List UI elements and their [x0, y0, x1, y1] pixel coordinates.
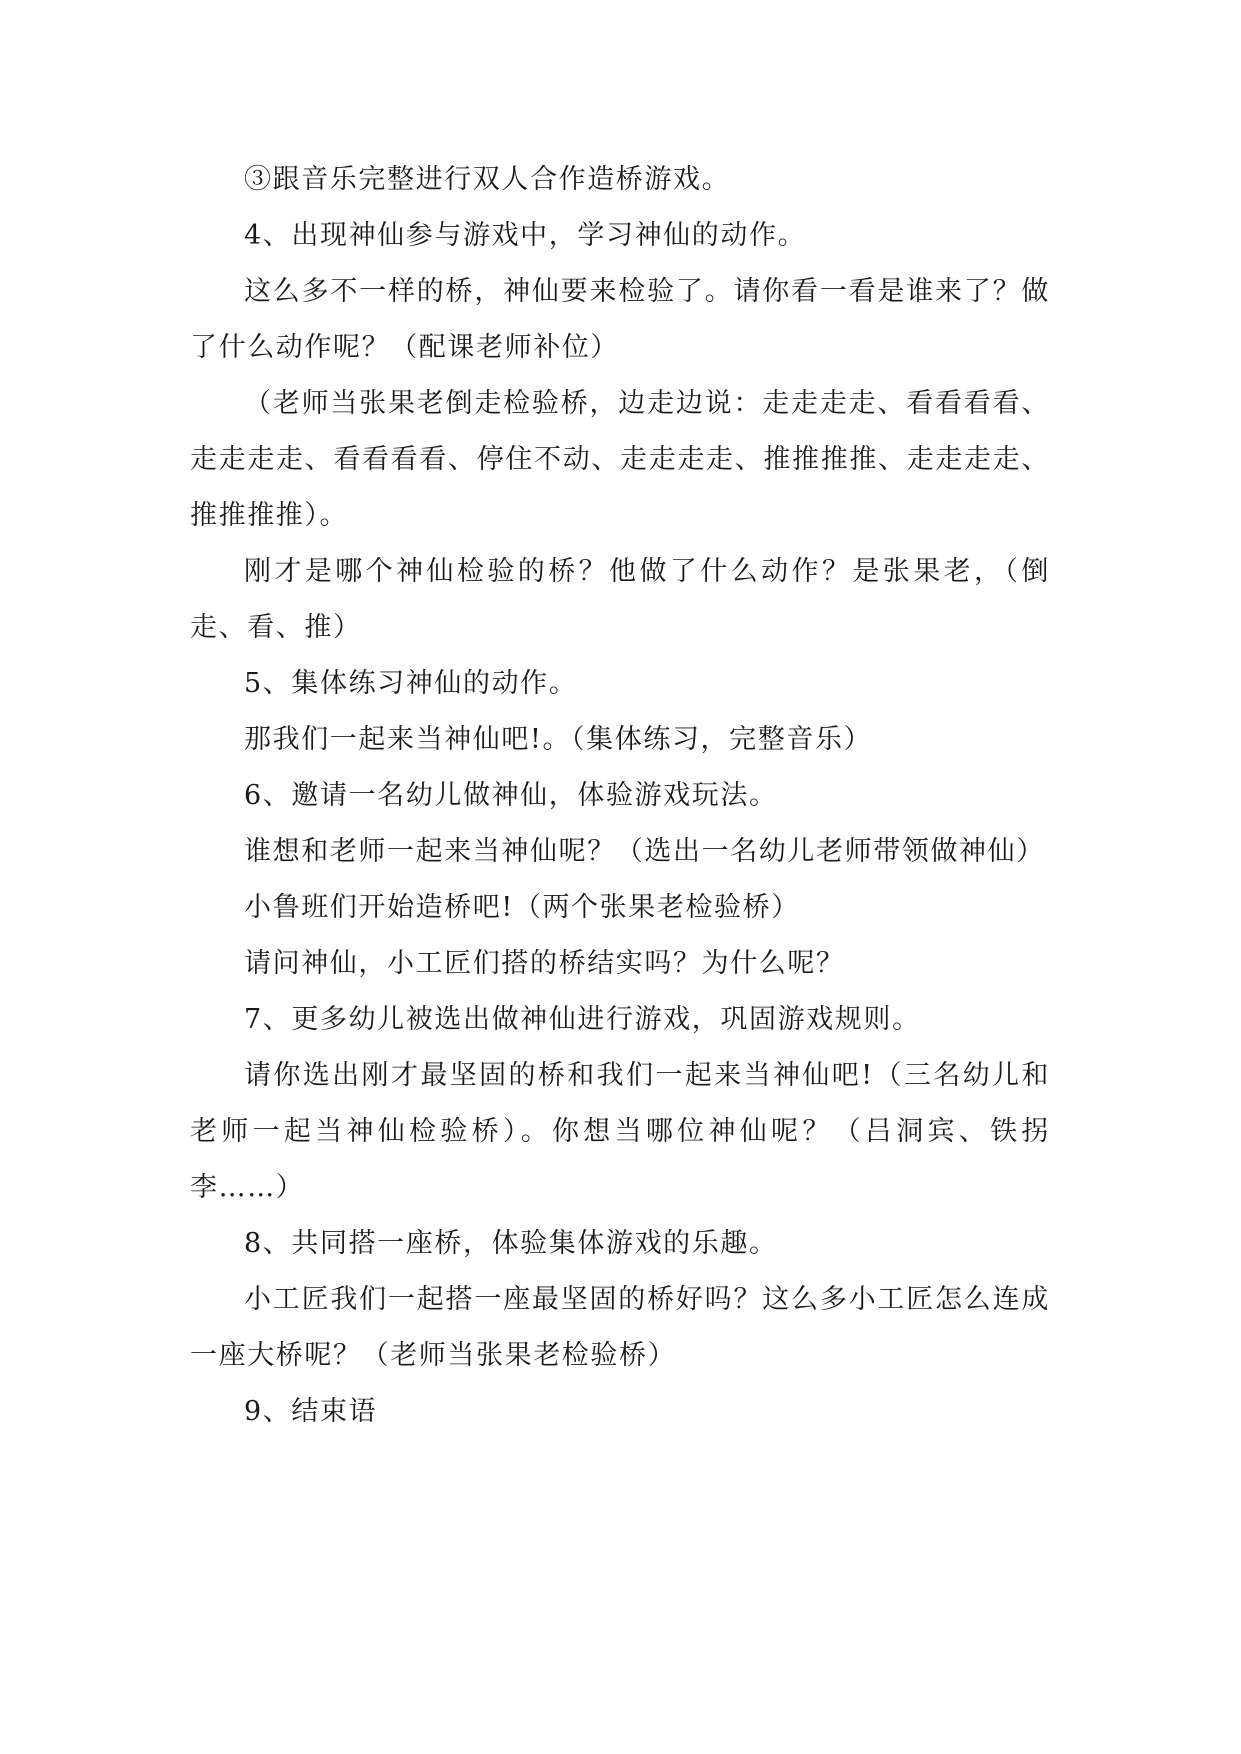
- paragraph-group-practice: 那我们一起来当神仙吧!。（集体练习，完整音乐）: [244, 724, 873, 755]
- paragraph-choose-strongest: 请你选出刚才最坚固的桥和我们一起来当神仙吧!（三名幼儿和老师一起当神仙检验桥）。你想当哪位神仙呢？（吕洞宾、铁拐李……）: [190, 1060, 1050, 1203]
- paragraph-heading-6: 6、邀请一名幼儿做神仙，体验游戏玩法。: [244, 780, 778, 811]
- paragraph-start-building: 小鲁班们开始造桥吧!（两个张果老检验桥）: [244, 892, 800, 923]
- document-page: [190, 152, 1050, 1440]
- paragraph-heading-5: 5、集体练习神仙的动作。: [244, 668, 578, 699]
- paragraph-teacher-demo: （老师当张果老倒走检验桥，边走边说：走走走走、看看看看、走走走走、看看看看、停住不动、走走走走、推推推推、走走走走、推推推推）。: [190, 388, 1050, 531]
- paragraph-heading-7: 7、更多幼儿被选出做神仙进行游戏，巩固游戏规则。: [244, 1004, 921, 1035]
- paragraph-ask-immortal: 请问神仙，小工匠们搭的桥结实吗？为什么呢？: [244, 948, 845, 979]
- paragraph-heading-9: 9、结束语: [244, 1396, 378, 1427]
- paragraph-immortal-inspect: 这么多不一样的桥，神仙要来检验了。请你看一看是谁来了？做了什么动作呢？（配课老师补位）: [190, 276, 1050, 363]
- paragraph-heading-8: 8、共同搭一座桥，体验集体游戏的乐趣。: [244, 1228, 778, 1259]
- paragraph-heading-4: 4、出现神仙参与游戏中，学习神仙的动作。: [244, 220, 807, 251]
- paragraph-who-wants: 谁想和老师一起来当神仙呢？（选出一名幼儿老师带领做神仙）: [244, 836, 1045, 867]
- paragraph-build-together: 小工匠我们一起搭一座最坚固的桥好吗？这么多小工匠怎么连成一座大桥呢？（老师当张果老检验桥）: [190, 1284, 1050, 1371]
- paragraph-step-3-music: ③跟音乐完整进行双人合作造桥游戏。: [244, 164, 731, 195]
- paragraph-question-which-immortal: 刚才是哪个神仙检验的桥？他做了什么动作？是张果老，（倒走、看、推）: [190, 556, 1050, 643]
